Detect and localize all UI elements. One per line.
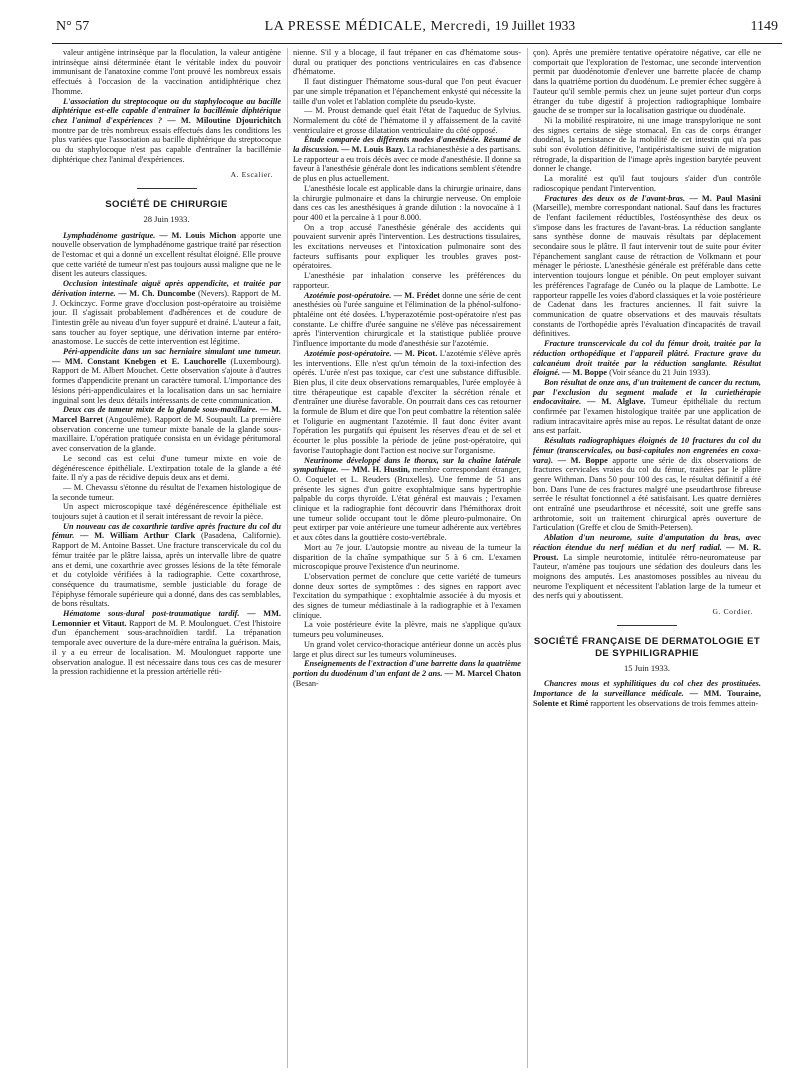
article-title: Fracture transcervicale du col du fémur droit, traitée par la réduction orthopédique et l'appareil plâtré. Fracture grave du calcanéum droit traitée par la réduction sanglante. Résultat éloigné. (533, 339, 761, 378)
paragraph (533, 378, 761, 436)
section-heading: SOCIÉTÉ FRANÇAISE DE DERMATOLOGIE ET DE SYPHILIGRAPHIE (533, 635, 761, 659)
paragraph (533, 339, 761, 378)
section-divider (617, 625, 677, 626)
paragraph: çon). Après une première tentative opératoire négative, car elle ne comportait que l'exploration de l'estomac, une seconde intervention permit par duodénotomie d'enlever une barrette placée de champ dans la quatrième portion du duodénum. Le premier échec suggère à l'auteur qu'il semble permis chez un jeune sujet porteur d'un corps étranger du tube digestif à projection radiographique lombaire gauche de se tromper sur la localisation gastrique ou duodénale. (533, 48, 761, 116)
paragraph (533, 533, 761, 601)
paragraph (52, 97, 281, 165)
paragraph (293, 135, 521, 184)
paragraph (533, 194, 761, 340)
paragraph (533, 436, 761, 533)
paragraph: On a trop accusé l'anesthésie générale des accidents qui pouvaient survenir après l'intervention. Les destructions tissulaires, les excitations nerveuses et l'intoxication pulmonaire sont des facteurs suffisants pour expliquer les troubles graves post-opératoires. (293, 222, 521, 271)
article-title: Enseignements de l'extraction d'une barrette dans la quatrième portion du duodénum d'un enfant de 2 ans. (293, 659, 521, 678)
author-names: — M. Alglave. (581, 397, 646, 407)
column-1 (52, 48, 281, 1068)
section-date: 15 Juin 1933. (623, 662, 671, 673)
author-names: — M. Picot. (391, 348, 438, 358)
paragraph: nienne. S'il y a blocage, il faut trépaner en cas d'hématome sous-dural ou pratiquer des ponctions ventriculaires en cas d'absence d'hématome. (293, 48, 521, 77)
paragraph-body: apporte une série de dix observations de fractures cervicales vraies du col du fémur, traitées par le plâtre genre Withman. Dans 50 pour 100 des cas, le résultat définitif a été bon. Dans l'une de ces fractures malgré une pseudarthrose fibreuse serrée le résultat fonctionnel a été satisfaisant. Les quatre dernières ont entraîné une pseudarthrose et nécessité, soit une greffe sans arthrotomie, soit un traitement chirurgical après ouverture de l'articulation (Greffe et clou de Smith-Petersen). (533, 455, 761, 533)
running-header (52, 18, 782, 40)
article-title: Fractures des deux os de l'avant-bras. (544, 193, 686, 203)
article-title: Azotémie post-opératoire. (304, 348, 392, 358)
paragraph: valeur antigène intrinsèque par la floculation, la valeur antigène intrinsèque ainsi déterminée étant le véritable index du pouvoir immunisant de l'anatoxine comme l'ont prouvé les nombreux essais effectués à l'occasion de la vaccination antidiphtérique chez l'homme. (52, 48, 281, 96)
column-2 (287, 48, 521, 1068)
author-names: — MM. Constant Knebgen et E. Lauchorelle (52, 356, 227, 366)
paragraph (293, 659, 521, 688)
paragraph-body: (Besan- (293, 678, 319, 688)
article-title: Occlusion intestinale aiguë après appendicite, et traitée par dérivation interne. (52, 279, 281, 298)
author-names: — M. R. Proust. (533, 542, 761, 562)
author-names: — M. Boppe (553, 455, 608, 465)
author-names: — MM. H. Hustin, (338, 465, 410, 475)
paragraph-body: La simple neurotomie, intitulée rétro-neuromateuse par l'auteur, n'amène pas toujours une sédation des douleurs dans les moignons des amputés. Les anastomoses possibles au niveau du neurome l'expliquent et nécessitent l'ablation large de la tumeur et des nerfs qui y aboutissent. (533, 552, 761, 601)
paragraph-body: rapportent les observations de trois femmes attein- (588, 698, 759, 708)
paragraph-body: membre correspondant étranger, O. Coquelet et L. Reuders (Bruxelles). Une femme de 51 ans présente les signes d'un goitre exophtalmique sans hypertrophie palpable du corps thyroïde. L'état général est mauvais ; l'examen clinique et la radiographie font découvrir dans l'hémithorax droit une tumeur solide occupant tout le dôme pleuro-pulmonaire. On peut extirper par voie antérieure une tumeur adhérente aux vertèbres et aux côtes dans la gouttière costo-vertébrale. (293, 465, 521, 543)
paragraph-body: La rachianesthésie a des partisans. Le rapporteur a eu trois décès avec ce mode d'anesthésie. Il donne sa faveur à l'anesthésie générale dont les indications semblent s'étendre de plus en plus actuellement. (293, 145, 521, 184)
paragraph (52, 522, 281, 609)
section-heading: SOCIÉTÉ DE CHIRURGIE (105, 198, 228, 210)
article-title: Lymphadénome gastrique. (63, 230, 156, 240)
paragraph: — M. Proust demande quel était l'état de l'aqueduc de Sylvius. Normalement du côté de l'hématome il y affaissement de la cavité ventriculaire et grosse dilatation ventriculaire du côté opposé. (293, 106, 521, 135)
header-rule (52, 43, 782, 44)
paragraph-body: montre par de très nombreux essais effectués dans les conditions les plus variées que l'association au bacille diphtérique du streptocoque ou du staphylocoque n'est pas capable d'entraîner la bacillémie diphtérique chez l'animal d'expériences. (52, 125, 281, 164)
paragraph: Il faut distinguer l'hématome sous-dural que l'on peut évacuer par une simple trépanation et l'épanchement enkysté qui nécessite la taille d'un volet et l'ablation complète du pseudo-kyste. (293, 77, 521, 106)
paragraph-body: (Nevers). Rapport de M. J. Ockinczyc. Forme grave d'occlusion post-opératoire au troisième jour. Il s'agissait probablement d'adhérences et de coudure de l'intestin grêle au niveau d'un foyer suppuré et drainé. L'auteur a fait, sans toucher au foyer septique, une dérivation interne par entéro-anastomose. Le succès de cette intervention est légitime. (52, 288, 281, 347)
author-names: — M. Louis Michon (155, 230, 237, 240)
article-title: Chancres mous et syphilitiques du col chez des prostituées. Importance de la surveillance médicale. (533, 679, 761, 698)
author-names: — M. Frédet (391, 290, 440, 300)
paragraph: La voie postérieure évite la plèvre, mais ne s'applique qu'aux tumeurs peu volumineuses. (293, 620, 521, 640)
paragraph: Le second cas est celui d'une tumeur mixte en voie de dégénérescence épithéliale. L'extirpation totale de la glande a été faite. Il n'y a pas de récidive depuis deux ans et demi. (52, 453, 281, 483)
author-names: — M. Boppe (559, 368, 607, 378)
paragraph (293, 456, 521, 543)
section-date: 28 Juin 1933. (143, 213, 190, 224)
paragraph: Un grand volet cervico-thoracique antérieur donne un accès plus large et plus direct sur les tumeurs volumineuses. (293, 639, 521, 659)
author-names: — M. Ch. Duncombe (115, 288, 196, 298)
article-title: Bon résultat de onze ans, d'un traitement de cancer du rectum, par l'exclusion du segment malade et la curiethérapie endocavitaire. (533, 377, 761, 407)
paragraph: — M. Chevassu s'étonne du résultat de l'examen histologique de la seconde tumeur. (52, 482, 281, 502)
paragraph-body: L'azotémie s'élève après les interventions. Elle n'est qu'un témoin de la toxi-infection des opérés. L'urée n'est pas toxique, car c'est une substance diffusible. Bien plus, il cite deux observations remarquables, l'urée employée à titre thérapeutique est capable d'exciter la sécrétion rénale et d'entraîner une diurèse favorable. On pourrait dans ces cas retourner la formule de Blum et dire que l'on peut combattre la rétention salée et l'oligurie en augmentant l'azotémie. Il faut donc éviter avant l'opération les purgatifs qui épuisent les réserves d'eau et de sel et écourter le plus possible la période de jeûne post-opératoire, qui favorise l'autophagie dont l'action est nocive sur l'organisme. (293, 348, 521, 455)
article-title: Résultats radiographiques éloignés de 10 fractures du col du fémur (transcervicales, ou basi-capitales non engrenées en coxa-vara). (533, 436, 761, 465)
paragraph-body: Tumeur épithéliale du rectum confirmée par l'examen histologique traitée par une application de radium intracavitaire après mise au repos. Le résultat datant de onze ans est parfait. (533, 397, 761, 436)
journal-name: LA PRESSE MÉDICALE, Mercredi, (264, 19, 495, 34)
paragraph (293, 291, 521, 349)
paragraph: Ni la mobilité respiratoire, ni une image transpylorique ne sont des signes certains de siège stomacal. En cas de corps étranger duodénal, la persistance de la mobilité de cet intestin qui n'a pas subi son évolution définitive, l'antipéristaltisme suivi de migration rétrograde, la disparition de l'image après ingestion barytée peuvent donner le change. (533, 115, 761, 174)
article-title: Étude comparée des différents modes d'anesthésie. Résumé de la discussion. (293, 135, 521, 155)
paragraph-body: (Angoulême). Rapport de M. Soupault. La première observation concerne une tumeur mixte banale de la glande sous-maxillaire. L'opération pratiquée consista en un évidage péritumoral avec conservation de la glande. (52, 415, 281, 454)
section-divider (137, 188, 197, 189)
author-names: — M. Marcel Chaton (442, 669, 521, 678)
author-names: — M. Louis Bazy. (339, 145, 405, 155)
paragraph: La moralité est qu'il faut toujours s'aider d'un contrôle radioscopique pendant l'intervention. (533, 174, 761, 193)
paragraph (52, 231, 281, 280)
article-title: Péri-appendicite dans un sac herniaire simulant une tumeur. (63, 347, 281, 357)
paragraph: L'anesthésie locale est applicable dans la chirurgie urinaire, dans la chirurgie pulmonaire et dans la chirurgie nerveuse. On emploie dans ces cas les anesthésiques à grande dilution : la novocaïne à 1 pour 400 et la percaïne à 1 pour 8.000. (293, 183, 521, 222)
author-names: — MM. Touraine, Solente et Rimé (533, 688, 761, 708)
article-title: Neurinome développé dans le thorax, sur la chaîne latérale sympathique. (293, 455, 521, 475)
article-title: Un nouveau cas de coxarthrie tardive après fracture du col du fémur. (52, 521, 281, 541)
article-title: Azotémie post-opératoire. (304, 290, 392, 300)
paragraph (52, 609, 281, 677)
paragraph-body: (Voir séance du 21 Juin 1933). (607, 368, 711, 378)
page-number: 1149 (750, 19, 778, 34)
paragraph (52, 405, 281, 454)
issue-date: 19 Juillet 1933 (494, 18, 576, 33)
paragraph (533, 679, 761, 708)
issue-number: N° 57 (56, 19, 90, 34)
article-title: Ablation d'un neurome, suite d'amputation du bras, avec réaction étendue du nerf médian et du nerf radial. (533, 533, 761, 552)
paragraph-body: (Pasadena, Californie). Rapport de M. Antoine Basset. Une fracture transcervicale du col du fémur traitée par le plâtre laissa, après un intervalle libre de quatre ans et demi, une coxarthrie avec grosses lésions de la tête fémorale et du cotyloïde vérifiées à la radiographie. Cette coxarthrose, conséquence du traumatisme, semble justiciable du forage de l'épiphyse fémorale supérieure qui a donné, dans des cas semblables, de bons résultats. (52, 531, 281, 609)
author-names: — MM. Lemonnier et Vitaut. (52, 609, 281, 628)
column-3 (527, 48, 761, 1068)
article-title: L'association du streptocoque ou du staphylocoque au bacille diphtérique est-elle capable d'entraîner la bacillémie diphtérique chez l'animal d'expériences ? (52, 96, 281, 125)
paragraph: Un aspect microscopique taxé dégénérescence épithéliale est toujours sujet à caution et il serait intéressant de revoir la pièce. (52, 502, 281, 522)
paragraph-body: (Luxembourg). Rapport de M. Albert Mouchet. Cette observation s'ajoute à d'autres formes d'appendicite prenant un caractère tumoral. L'importance des lésions péri-appendiculaires et la localisation dans un sac herniaire inguinal sont les deux détails intéressants de cette communication. (52, 356, 281, 405)
author-names: — M. William Arthur Clark (74, 531, 196, 541)
author-names: — M. Marcel Barret (52, 405, 281, 424)
paragraph (52, 279, 281, 347)
paragraph: Mort au 7e jour. L'autopsie montre au niveau de la tumeur la disparition de la chaîne sympathique sur 5 à 6 cm. L'examen microscopique prouve l'existence d'un neurinome. (293, 542, 521, 572)
paragraph-body: donne une série de cent anesthésies où l'urée sanguine et l'élimination de la phénol-sulfono-phtaléine ont été dosées. L'hyperazotémie post-opératoire n'est pas constante. Le chiffre d'urée sanguine ne s'élève pas nécessairement après l'intervention chirurgicale et la statistique publiée prouve l'influence importante du mode d'anesthésie sur l'azotémie. (293, 290, 521, 349)
paragraph: L'anesthésie par inhalation conserve les préférences du rapporteur. (293, 271, 521, 290)
text-columns (52, 48, 782, 1068)
author-names: — M. Paul Masini (685, 193, 761, 203)
paragraph: L'observation permet de conclure que cette variété de tumeurs donne deux sortes de symptômes : des signes en rapport avec l'excitation du sympathique : exophtalmie associée à du myosis et des signes de tumeur médiastinale à la radiographie et à l'examen clinique. (293, 571, 521, 620)
article-title: Hématome sous-dural post-traumatique tardif. (63, 609, 240, 619)
paragraph-body: apporte une nouvelle observation de lymphadénome gastrique traité par résection de l'estomac et qui a donné un excellent résultat éloigné. Elle prouve que cette variété de tumeur n'est pas toujours aussi maligne que ne le disent les auteurs classiques. (52, 230, 281, 279)
paragraph-body: (Marseille), membre correspondant national. Sauf dans les fractures de l'enfant facilement réductibles, l'ostéosynthèse des deux os s'impose dans les fractures de l'avant-bras. La réduction sanglante sans synthèse donne de mauvais résultats par déplacement secondaire sous le plâtre. Il faut intervenir tout de suite pour éviter l'épanchement sanglant cause de rétraction de Volkmann et pour ménager le périoste. L'anesthésie générale est préférable dans cette intervention toujours longue et pénible. On peut employer suivant les préférences l'agrafage de Cunéo ou la plaque de Lambotte. Le rapporteur rappelle les voies d'abord classiques et la voie postérieure de Cadenat dans les fractures anciennes. Il fait suivre la communication de quatre observations et des mauvais résultats constants de l'orthopédie après l'évaluation d'incapacités de travail définitives. (533, 203, 761, 339)
article-title: Deux cas de tumeur mixte de la glande sous-maxillaire. (63, 405, 258, 415)
paragraph (293, 349, 521, 456)
author-names: — M. Miloutine Djourichitch (162, 115, 281, 125)
signature: G. Cordier. (712, 607, 753, 617)
paragraph (52, 347, 281, 405)
journal-title (265, 18, 576, 35)
paragraph-body: Rapport de M. P. Moulonguet. C'est l'histoire d'un épanchement sous-arachnoïdien tardif. La trépanation temporale avec ouverture de la dure-mère entraîna la guérison. Mais, il y a eu erreur de localisation. M. Moulonguet rapporte une observation analogue. Il est nécessaire dans tous ces cas de mesurer la pression rachidienne et la pression artérielle réti- (52, 618, 281, 677)
signature: A. Escalier. (230, 170, 273, 180)
